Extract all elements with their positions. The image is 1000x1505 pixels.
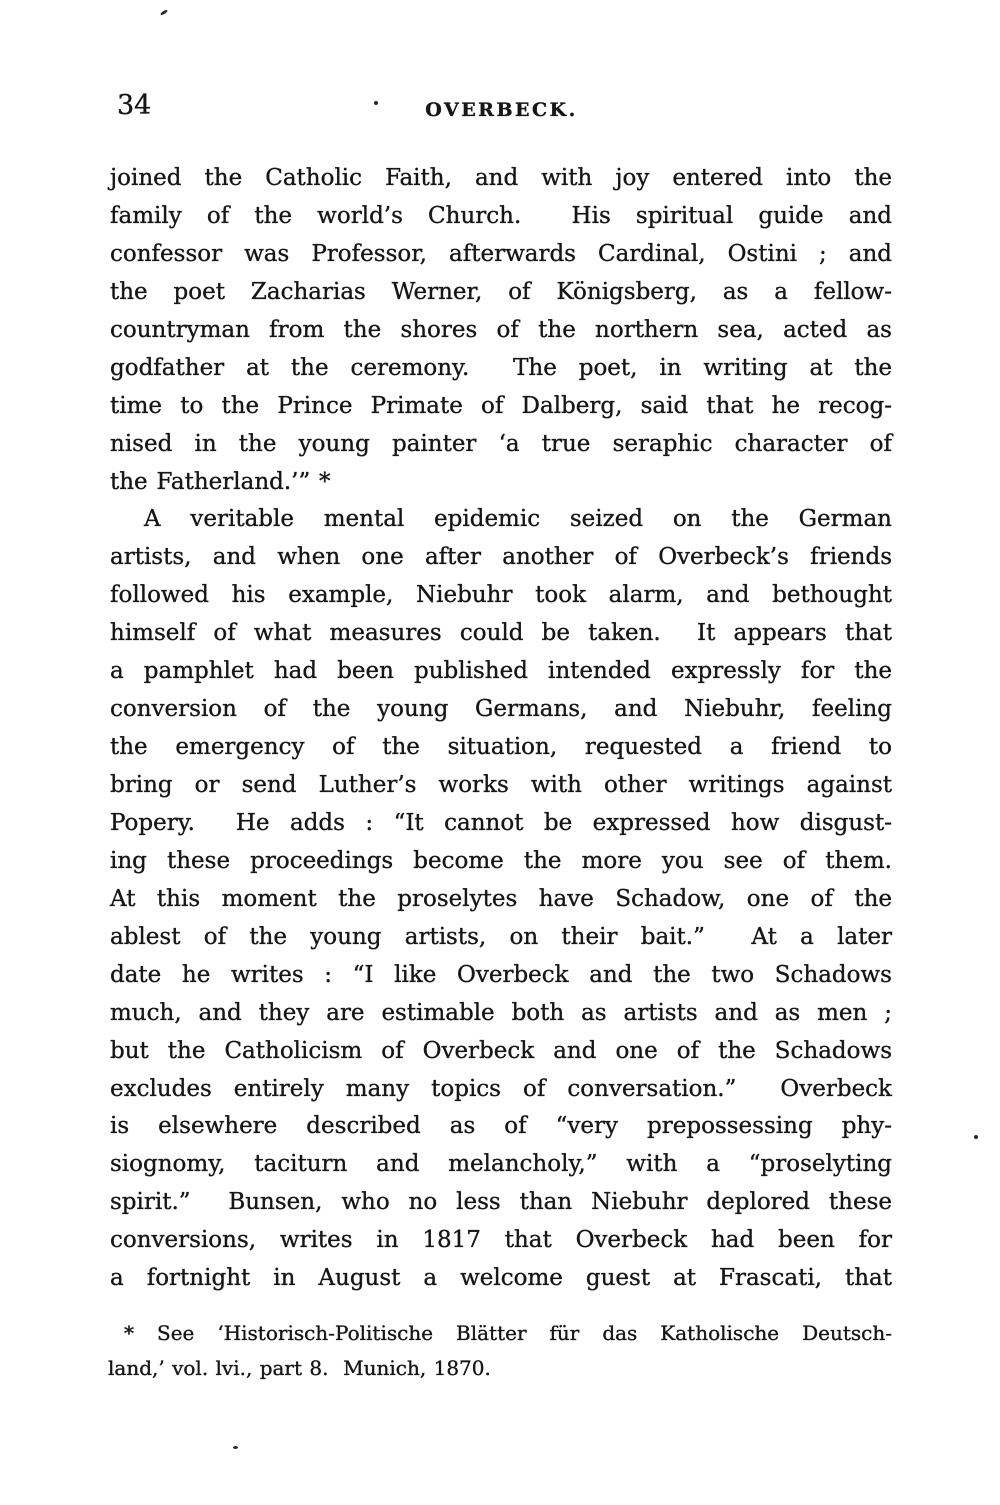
text-line: much, and they are estimable both as artists and as men ; xyxy=(110,999,892,1026)
text-line: the emergency of the situation, requested a friend to xyxy=(110,734,892,761)
ink-speck xyxy=(233,1446,238,1449)
text-line: ing these proceedings become the more you see of them. xyxy=(110,847,892,874)
footnote-line: land,’ vol. lvi., part 8. Munich, 1870. xyxy=(108,1356,491,1380)
text-line: A veritable mental epidemic seized on the German xyxy=(144,506,892,533)
text-line: conversions, writes in 1817 that Overbeck had been for xyxy=(110,1227,892,1254)
text-line: bring or send Luther’s works with other writings against xyxy=(110,772,892,798)
text-line: is elsewhere described as of “very prepossessing phy- xyxy=(110,1113,892,1140)
footnote xyxy=(108,1316,892,1386)
running-title: OVERBECK. xyxy=(425,99,578,121)
text-line: At this moment the proselytes have Schadow, one of the xyxy=(110,885,892,912)
text-line: followed his example, Niebuhr took alarm, and bethought xyxy=(110,582,892,609)
text-line: time to the Prince Primate of Dalberg, said that he recog- xyxy=(110,392,892,419)
text-line: the Fatherland.’” * xyxy=(110,468,331,495)
ink-speck xyxy=(160,9,168,16)
ink-speck xyxy=(974,1135,978,1139)
text-line: artists, and when one after another of Overbeck’s friends xyxy=(110,544,892,571)
footnote-line: * See ‘Historisch-Politische Blätter für das Katholische Deutsch- xyxy=(124,1321,892,1345)
text-line: family of the world’s Church. His spiritual guide and xyxy=(110,202,892,229)
page-number: 34 xyxy=(117,90,152,121)
text-line: excludes entirely many topics of conversation.” Overbeck xyxy=(110,1075,892,1102)
text-line: himself of what measures could be taken. It appears that xyxy=(110,620,892,647)
text-line: spirit.” Bunsen, who no less than Niebuhr deplored these xyxy=(110,1189,892,1216)
text-line: ablest of the young artists, on their bait.” At a later xyxy=(110,923,892,950)
text-line: but the Catholicism of Overbeck and one of the Schadows xyxy=(110,1037,892,1064)
text-line: siognomy, taciturn and melancholy,” with a “proselyting xyxy=(110,1151,892,1178)
text-line: a fortnight in August a welcome guest at Frascati, that xyxy=(110,1265,892,1292)
text-line: confessor was Professor, afterwards Cardinal, Ostini ; and xyxy=(110,240,892,267)
text-line: a pamphlet had been published intended expressly for the xyxy=(110,658,892,685)
text-line: joined the Catholic Faith, and with joy entered into the xyxy=(110,165,892,191)
text-line: the poet Zacharias Werner, of Königsberg, as a fellow- xyxy=(110,278,892,305)
text-line: godfather at the ceremony. The poet, in writing at the xyxy=(110,354,892,381)
text-line: date he writes : “I like Overbeck and the two Schadows xyxy=(110,961,892,988)
text-line: nised in the young painter ‘a true seraphic character of xyxy=(110,430,892,457)
text-line: conversion of the young Germans, and Niebuhr, feeling xyxy=(110,696,892,723)
text-line: Popery. He adds : “It cannot be expressed how disgust- xyxy=(110,809,892,836)
text-line: countryman from the shores of the northern sea, acted as xyxy=(110,316,892,343)
body-text xyxy=(110,160,892,1298)
